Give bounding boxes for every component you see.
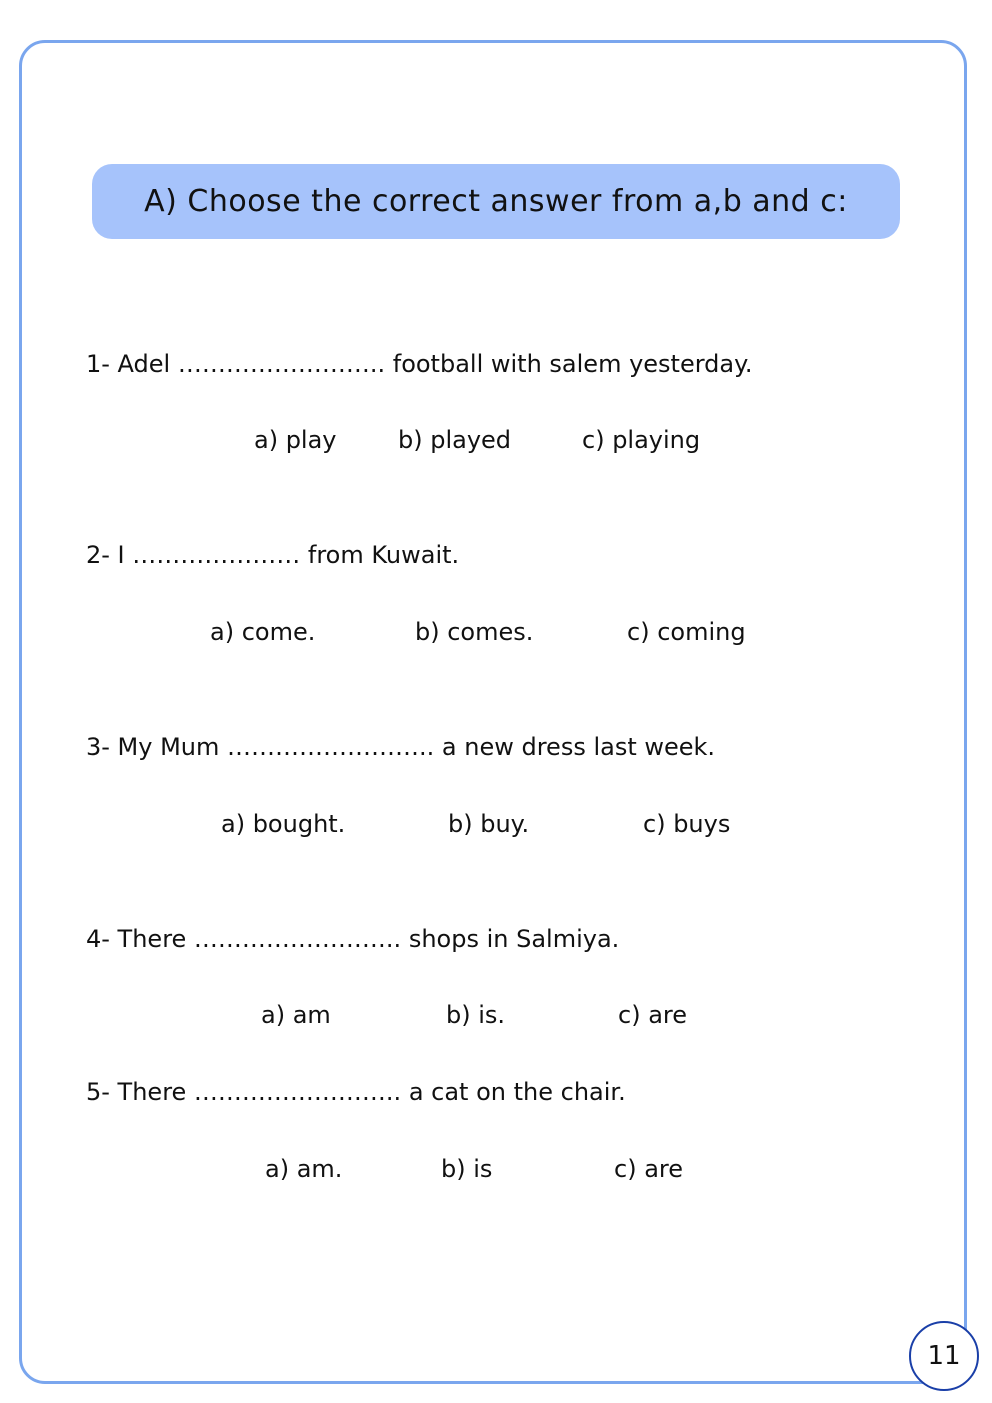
question-5-option-b: b) is xyxy=(441,1155,493,1183)
question-4: 4- There …………………….. shops in Salmiya. xyxy=(86,925,620,953)
instruction-banner xyxy=(92,164,900,239)
question-3-option-c: c) buys xyxy=(643,810,731,838)
question-4-option-c: c) are xyxy=(618,1001,687,1029)
page-frame xyxy=(19,40,967,1384)
instruction-text: A) Choose the correct answer from a,b and c: xyxy=(144,184,848,219)
question-1: 1- Adel …………………….. football with salem yesterday. xyxy=(86,350,753,378)
question-3-option-a: a) bought. xyxy=(221,810,346,838)
page-number-badge xyxy=(909,1321,979,1391)
question-2: 2- I ………………… from Kuwait. xyxy=(86,541,460,569)
question-1-option-c: c) playing xyxy=(582,426,701,454)
question-2-option-b: b) comes. xyxy=(415,618,534,646)
question-3: 3- My Mum …………………….. a new dress last week. xyxy=(86,733,716,761)
question-5-option-a: a) am. xyxy=(265,1155,343,1183)
question-3-option-b: b) buy. xyxy=(448,810,530,838)
question-4-option-b: b) is. xyxy=(446,1001,506,1029)
question-5-option-c: c) are xyxy=(614,1155,683,1183)
question-2-option-c: c) coming xyxy=(627,618,746,646)
question-1-option-b: b) played xyxy=(398,426,512,454)
question-1-option-a: a) play xyxy=(254,426,337,454)
question-5: 5- There …………………….. a cat on the chair. xyxy=(86,1078,626,1106)
question-4-option-a: a) am xyxy=(261,1001,331,1029)
question-2-option-a: a) come. xyxy=(210,618,316,646)
page-number: 11 xyxy=(927,1341,961,1371)
